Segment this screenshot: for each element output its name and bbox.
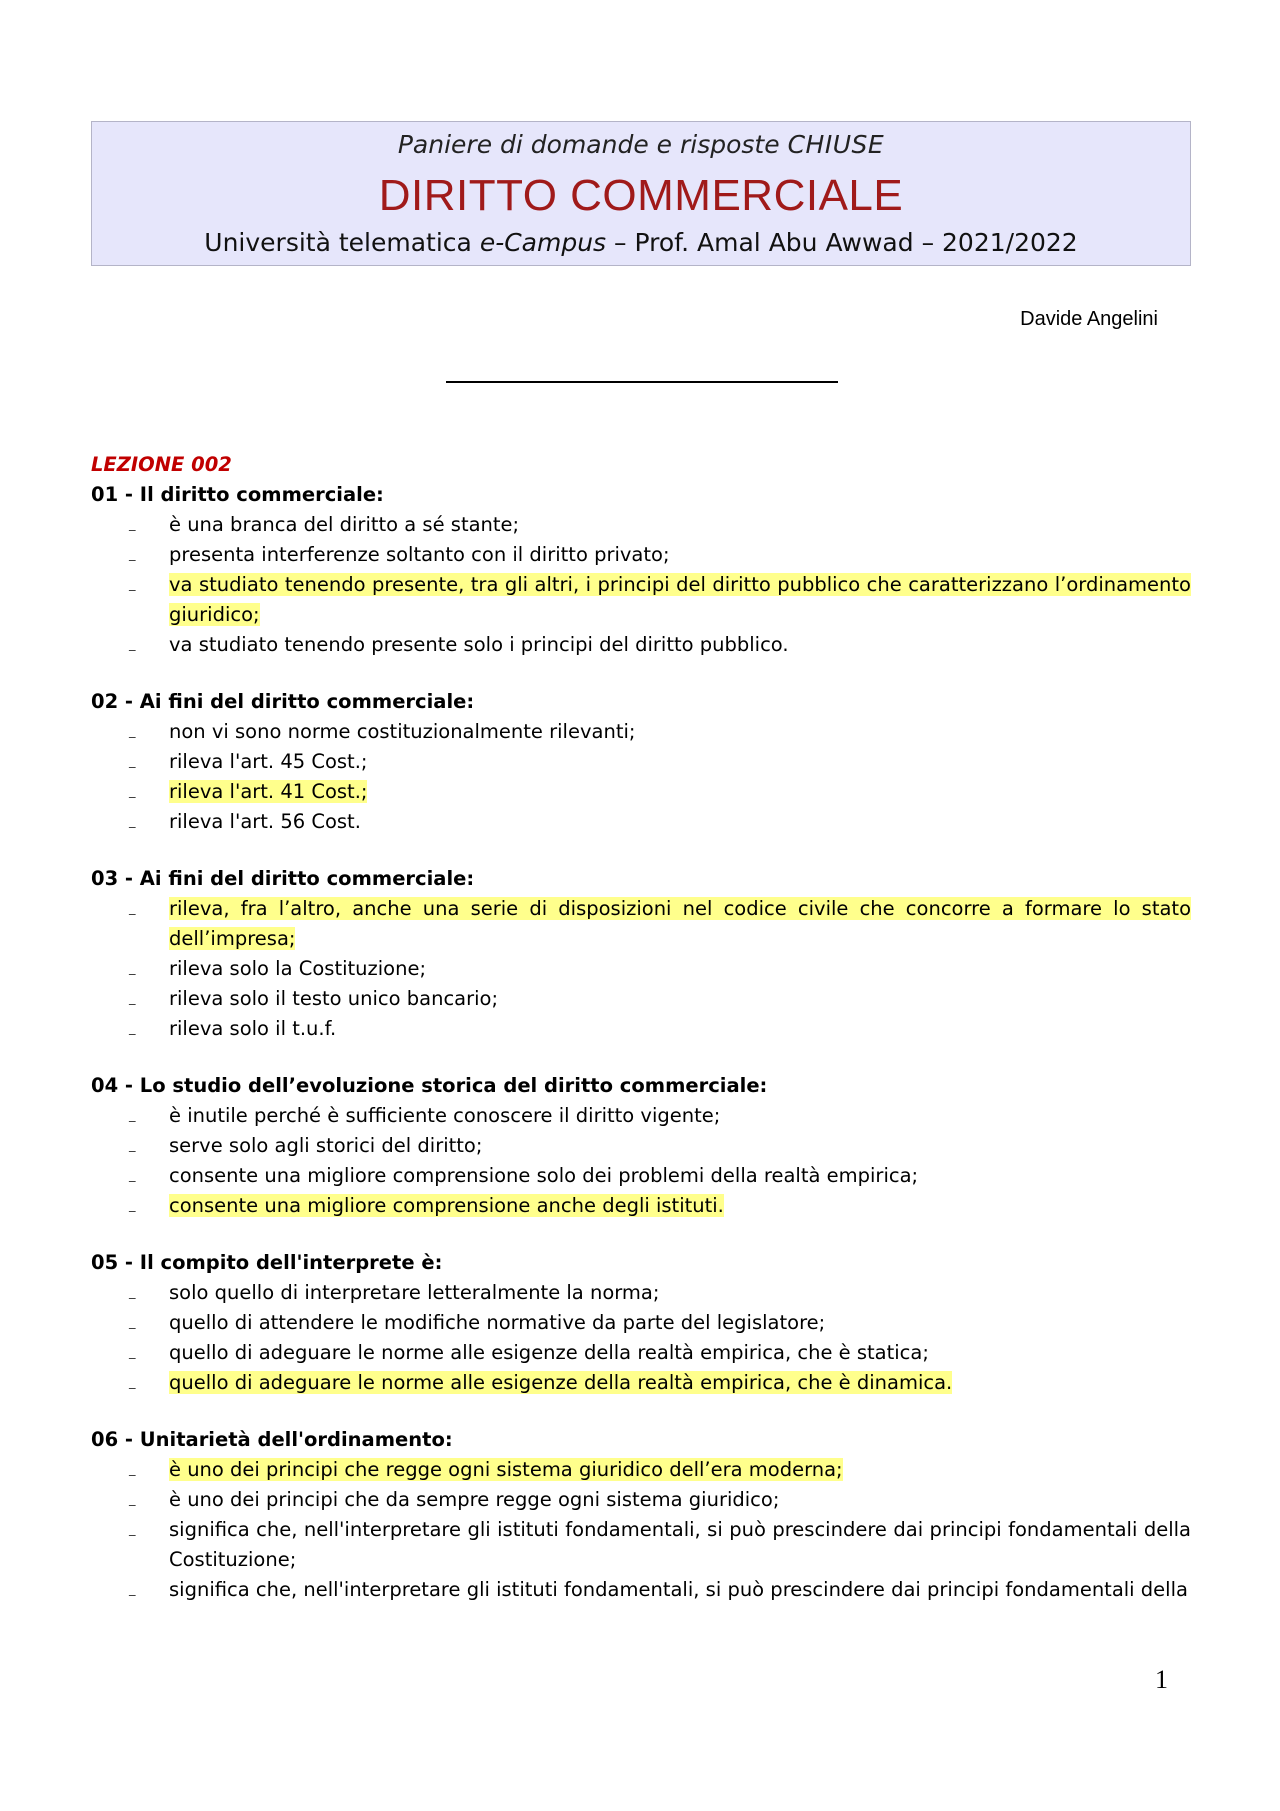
bullet-icon: _ <box>129 991 136 1006</box>
question-text: 05 - Il compito dell'interprete è: <box>91 1251 443 1274</box>
answer-item-correct <box>91 1368 1191 1398</box>
answer-text: rileva solo la Costituzione; <box>169 957 427 980</box>
bullet-icon: _ <box>129 1462 136 1477</box>
document-body <box>91 450 1191 1632</box>
bullet-icon: _ <box>129 1198 136 1213</box>
bullet-icon: _ <box>129 1138 136 1153</box>
answer-item <box>91 1014 1191 1044</box>
answer-text: quello di attendere le modifiche normative da parte del legislatore; <box>169 1311 826 1334</box>
bullet-icon: _ <box>129 901 136 916</box>
header-subtitle <box>92 128 1190 162</box>
bullet-icon: _ <box>129 1021 136 1036</box>
question-text: 02 - Ai fini del diritto commerciale: <box>91 690 475 713</box>
bullet-icon: _ <box>129 517 136 532</box>
uni-prefix: Università telematica <box>204 228 480 257</box>
bullet-icon: _ <box>129 637 136 652</box>
bullet-icon: _ <box>129 1492 136 1507</box>
bullet-icon: _ <box>129 1168 136 1183</box>
answer-item <box>91 1101 1191 1131</box>
answer-list <box>91 1278 1191 1398</box>
answer-text: solo quello di interpretare letteralmente la norma; <box>169 1281 660 1304</box>
bullet-icon: _ <box>129 1315 136 1330</box>
answer-item-correct <box>91 1191 1191 1221</box>
answer-list <box>91 510 1191 660</box>
document-header <box>91 121 1191 266</box>
answer-text: quello di adeguare le norme alle esigenze della realtà empirica, che è dinamica. <box>169 1371 953 1394</box>
answer-text: non vi sono norme costituzionalmente rilevanti; <box>169 720 636 743</box>
answer-item <box>91 1308 1191 1338</box>
answer-item-correct <box>91 570 1191 630</box>
answer-list <box>91 1455 1191 1605</box>
answer-item <box>91 1485 1191 1515</box>
answer-text: rileva solo il t.u.f. <box>169 1017 337 1040</box>
answer-item <box>91 510 1191 540</box>
answer-item <box>91 540 1191 570</box>
answer-item <box>91 954 1191 984</box>
answer-text: serve solo agli storici del diritto; <box>169 1134 483 1157</box>
bullet-icon: _ <box>129 1582 136 1597</box>
answer-item <box>91 807 1191 837</box>
answer-item <box>91 1278 1191 1308</box>
divider-line <box>446 381 838 383</box>
answer-item <box>91 717 1191 747</box>
answer-text: va studiato tenendo presente solo i principi del diritto pubblico. <box>169 633 789 656</box>
bullet-icon: _ <box>129 814 136 829</box>
question-text: 01 - Il diritto commerciale: <box>91 483 384 506</box>
bullet-icon: _ <box>129 547 136 562</box>
bullet-icon: _ <box>129 1345 136 1360</box>
answer-text: va studiato tenendo presente, tra gli altri, i principi del diritto pubblico che caratterizzano l’ordinamento giuridico; <box>169 573 1191 626</box>
answer-item <box>91 1338 1191 1368</box>
question-text: 03 - Ai fini del diritto commerciale: <box>91 867 475 890</box>
answer-item <box>91 747 1191 777</box>
bullet-icon: _ <box>129 1375 136 1390</box>
answer-text: consente una migliore comprensione solo dei problemi della realtà empirica; <box>169 1164 919 1187</box>
answer-text: quello di adeguare le norme alle esigenze della realtà empirica, che è statica; <box>169 1341 929 1364</box>
question-block <box>91 687 1191 837</box>
answer-list <box>91 1101 1191 1221</box>
answer-item-correct <box>91 1455 1191 1485</box>
subtitle-prefix: Paniere di domande e risposte <box>397 130 788 159</box>
answer-text: rileva, fra l’altro, anche una serie di disposizioni nel codice civile che concorre a formare lo stato dell’impresa; <box>169 897 1191 950</box>
answer-text: è una branca del diritto a sé stante; <box>169 513 520 536</box>
answer-text: presenta interferenze soltanto con il diritto privato; <box>169 543 670 566</box>
lesson-heading: LEZIONE 002 <box>91 453 232 476</box>
bullet-icon: _ <box>129 961 136 976</box>
answer-text: è inutile perché è sufficiente conoscere il diritto vigente; <box>169 1104 721 1127</box>
answer-list <box>91 717 1191 837</box>
answer-item <box>91 984 1191 1014</box>
question-text: 06 - Unitarietà dell'ordinamento: <box>91 1428 453 1451</box>
answer-item-correct <box>91 894 1191 954</box>
answer-item <box>91 1515 1191 1575</box>
answer-text: significa che, nell'interpretare gli istituti fondamentali, si può prescindere dai principi fondamentali della Costituzione; <box>169 1518 1191 1571</box>
answer-item <box>91 630 1191 660</box>
question-block <box>91 1425 1191 1605</box>
uni-italic: e-Campus <box>479 228 607 257</box>
bullet-icon: _ <box>129 784 136 799</box>
answer-item-correct <box>91 777 1191 807</box>
author-name: Davide Angelini <box>1020 308 1158 330</box>
bullet-icon: _ <box>129 1108 136 1123</box>
bullet-icon: _ <box>129 724 136 739</box>
answer-item <box>91 1131 1191 1161</box>
answer-text: rileva l'art. 45 Cost.; <box>169 750 368 773</box>
answer-text: significa che, nell'interpretare gli istituti fondamentali, si può prescindere dai principi fondamentali della <box>169 1578 1188 1601</box>
answer-text: rileva l'art. 41 Cost.; <box>169 780 368 803</box>
question-text: 04 - Lo studio dell’evoluzione storica del diritto commerciale: <box>91 1074 768 1097</box>
answer-text: è uno dei principi che da sempre regge ogni sistema giuridico; <box>169 1488 780 1511</box>
answer-text: rileva l'art. 56 Cost. <box>169 810 361 833</box>
answer-item <box>91 1161 1191 1191</box>
answer-text: è uno dei principi che regge ogni sistema giuridico dell’era moderna; <box>169 1458 843 1481</box>
page-number: 1 <box>1155 1665 1168 1694</box>
question-block <box>91 480 1191 660</box>
answer-list <box>91 894 1191 1044</box>
bullet-icon: _ <box>129 1522 136 1537</box>
bullet-icon: _ <box>129 1285 136 1300</box>
answer-text: rileva solo il testo unico bancario; <box>169 987 499 1010</box>
answer-text: consente una migliore comprensione anche degli istituti. <box>169 1194 724 1217</box>
question-list <box>91 480 1191 1605</box>
document-title: DIRITTO COMMERCIALE <box>378 171 904 220</box>
bullet-icon: _ <box>129 754 136 769</box>
answer-item <box>91 1575 1191 1605</box>
question-block <box>91 864 1191 1044</box>
question-block <box>91 1248 1191 1398</box>
question-block <box>91 1071 1191 1221</box>
subtitle-caps: CHIUSE <box>787 130 885 159</box>
header-university <box>92 226 1190 260</box>
uni-suffix: – Prof. Amal Abu Awwad – 2021/2022 <box>606 228 1078 257</box>
bullet-icon: _ <box>129 577 136 592</box>
